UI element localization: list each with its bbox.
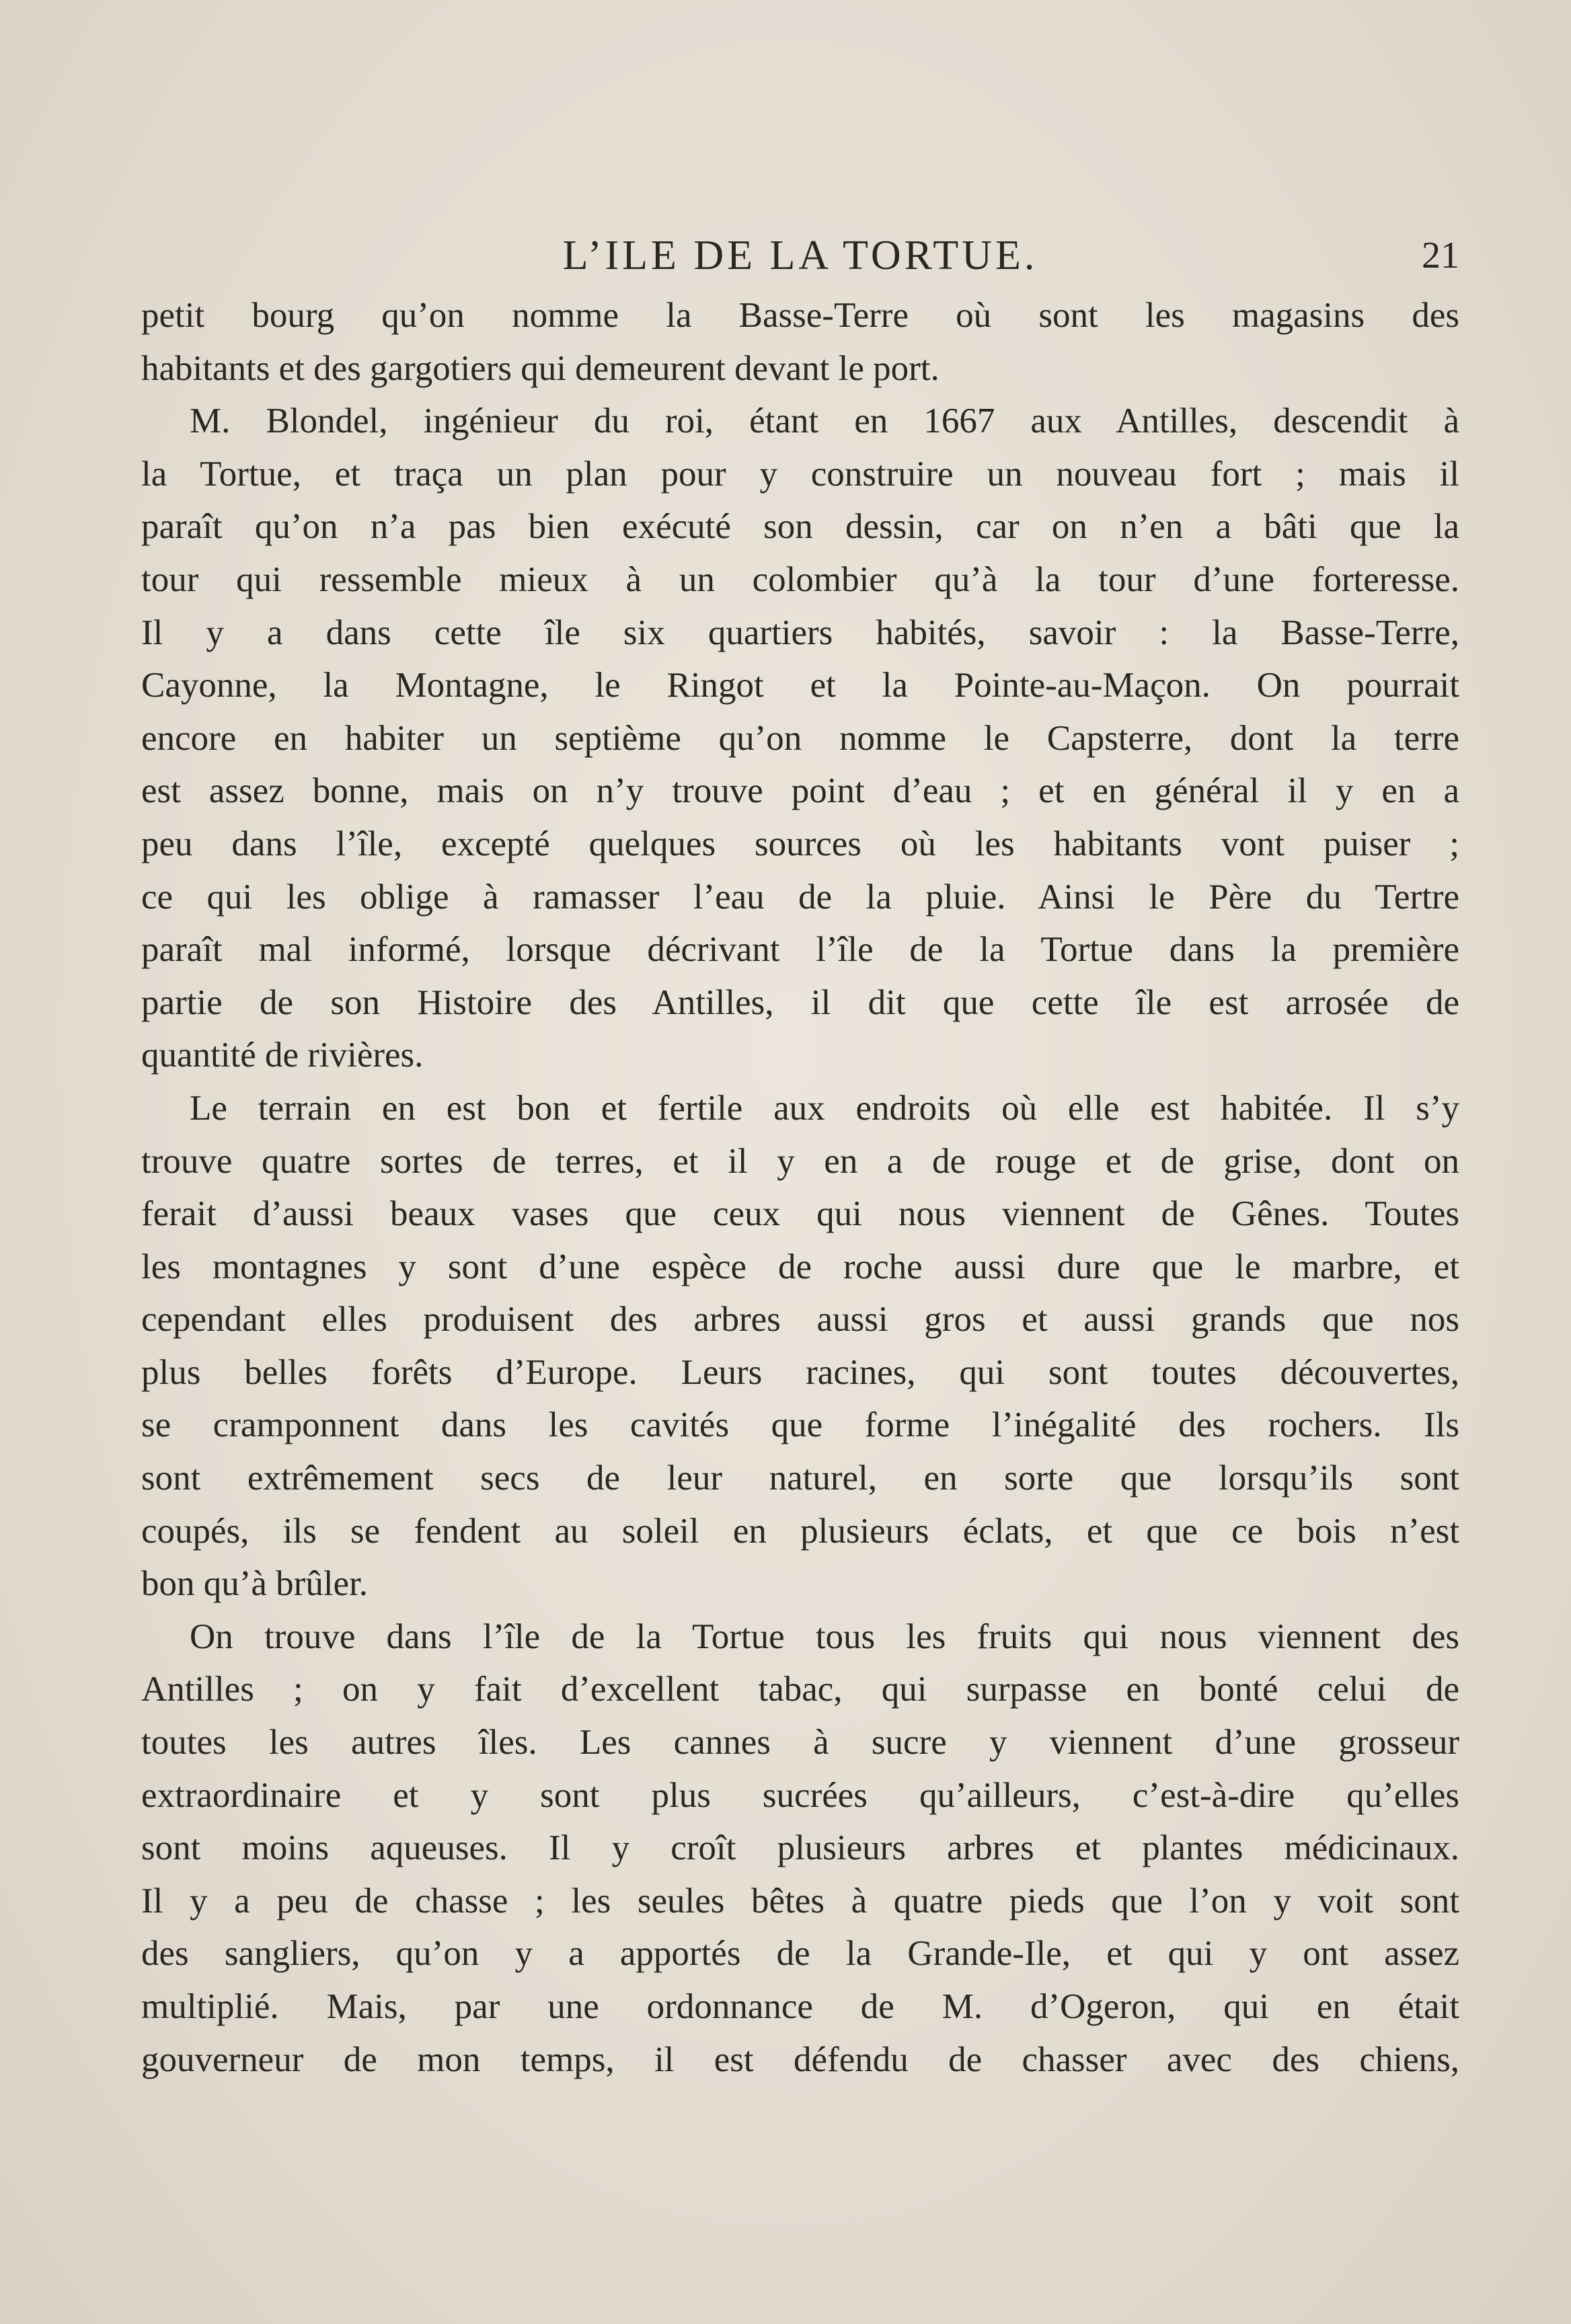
text-line: paraît mal informé, lorsque décrivant l’île de la Tortue dans la première	[141, 930, 1459, 970]
text-line: tour qui ressemble mieux à un colombier qu’à la tour d’une forteresse.	[141, 559, 1459, 599]
text-line: Le terrain en est bon et fertile aux endroits où elle est habitée. Il s’y	[190, 1088, 1459, 1128]
text-line: coupés, ils se fendent au soleil en plusieurs éclats, et que ce bois n’est	[141, 1511, 1459, 1551]
text-line: peu dans l’île, excepté quelques sources où les habitants vont puiser ;	[141, 824, 1459, 863]
text-line: partie de son Histoire des Antilles, il dit que cette île est arrosée de	[141, 982, 1459, 1022]
text-line: bon qu’à brûler.	[141, 1564, 369, 1604]
text-line: Antilles ; on y fait d’excellent tabac, qui surpasse en bonté celui de	[141, 1670, 1459, 1709]
text-line: gouverneur de mon temps, il est défendu de chasser avec des chiens,	[141, 2040, 1459, 2079]
text-line: trouve quatre sortes de terres, et il y en a de rouge et de grise, dont on	[141, 1141, 1459, 1181]
text-line: sont moins aqueuses. Il y croît plusieurs arbres et plantes médicinaux.	[141, 1828, 1459, 1868]
text-line: encore en habiter un septième qu’on nomme le Capsterre, dont la terre	[141, 718, 1459, 758]
text-line: cependant elles produisent des arbres aussi gros et aussi grands que nos	[141, 1300, 1459, 1340]
text-line: des sangliers, qu’on y a apportés de la Grande-Ile, et qui y ont assez	[141, 1934, 1459, 1974]
text-line: la Tortue, et traça un plan pour y construire un nouveau fort ; mais il	[141, 454, 1459, 494]
text-line: les montagnes y sont d’une espèce de roche aussi dure que le marbre, et	[141, 1247, 1459, 1286]
text-line: sont extrêmement secs de leur naturel, en sorte que lorsqu’ils sont	[141, 1459, 1459, 1498]
text-line: toutes les autres îles. Les cannes à sucre y viennent d’une grosseur	[141, 1723, 1459, 1763]
page-header	[141, 225, 1459, 286]
text-line: est assez bonne, mais on n’y trouve point d’eau ; et en général il y en a	[141, 771, 1459, 811]
running-title: L’ILE DE LA TORTUE.	[562, 233, 1038, 278]
text-line: plus belles forêts d’Europe. Leurs racines, qui sont toutes découvertes,	[141, 1352, 1459, 1392]
text-line: Cayonne, la Montagne, le Ringot et la Pointe-au-Maçon. On pourrait	[141, 666, 1459, 705]
text-line: multiplié. Mais, par une ordonnance de M. d’Ogeron, qui en était	[141, 1987, 1459, 2026]
text-line: habitants et des gargotiers qui demeurent devant le port.	[141, 348, 940, 388]
text-line: Il y a peu de chasse ; les seules bêtes à quatre pieds que l’on y voit sont	[141, 1881, 1459, 1921]
text-line: ferait d’aussi beaux vases que ceux qui nous viennent de Gênes. Toutes	[141, 1194, 1459, 1234]
text-line: On trouve dans l’île de la Tortue tous les fruits qui nous viennent des	[190, 1617, 1459, 1656]
text-line: quantité de rivières.	[141, 1036, 424, 1075]
text-line: extraordinaire et y sont plus sucrées qu’ailleurs, c’est-à-dire qu’elles	[141, 1775, 1459, 1815]
text-line: Il y a dans cette île six quartiers habités, savoir : la Basse-Terre,	[141, 613, 1459, 652]
body-text	[141, 289, 1459, 2086]
page-number: 21	[1422, 235, 1459, 276]
text-line: M. Blondel, ingénieur du roi, étant en 1667 aux Antilles, descendit à	[190, 401, 1459, 441]
text-line: se cramponnent dans les cavités que forme l’inégalité des rochers. Ils	[141, 1405, 1459, 1445]
text-line: paraît qu’on n’a pas bien exécuté son dessin, car on n’en a bâti que la	[141, 507, 1459, 547]
text-line: petit bourg qu’on nomme la Basse-Terre où sont les magasins des	[141, 296, 1459, 335]
text-line: ce qui les oblige à ramasser l’eau de la pluie. Ainsi le Père du Tertre	[141, 877, 1459, 917]
